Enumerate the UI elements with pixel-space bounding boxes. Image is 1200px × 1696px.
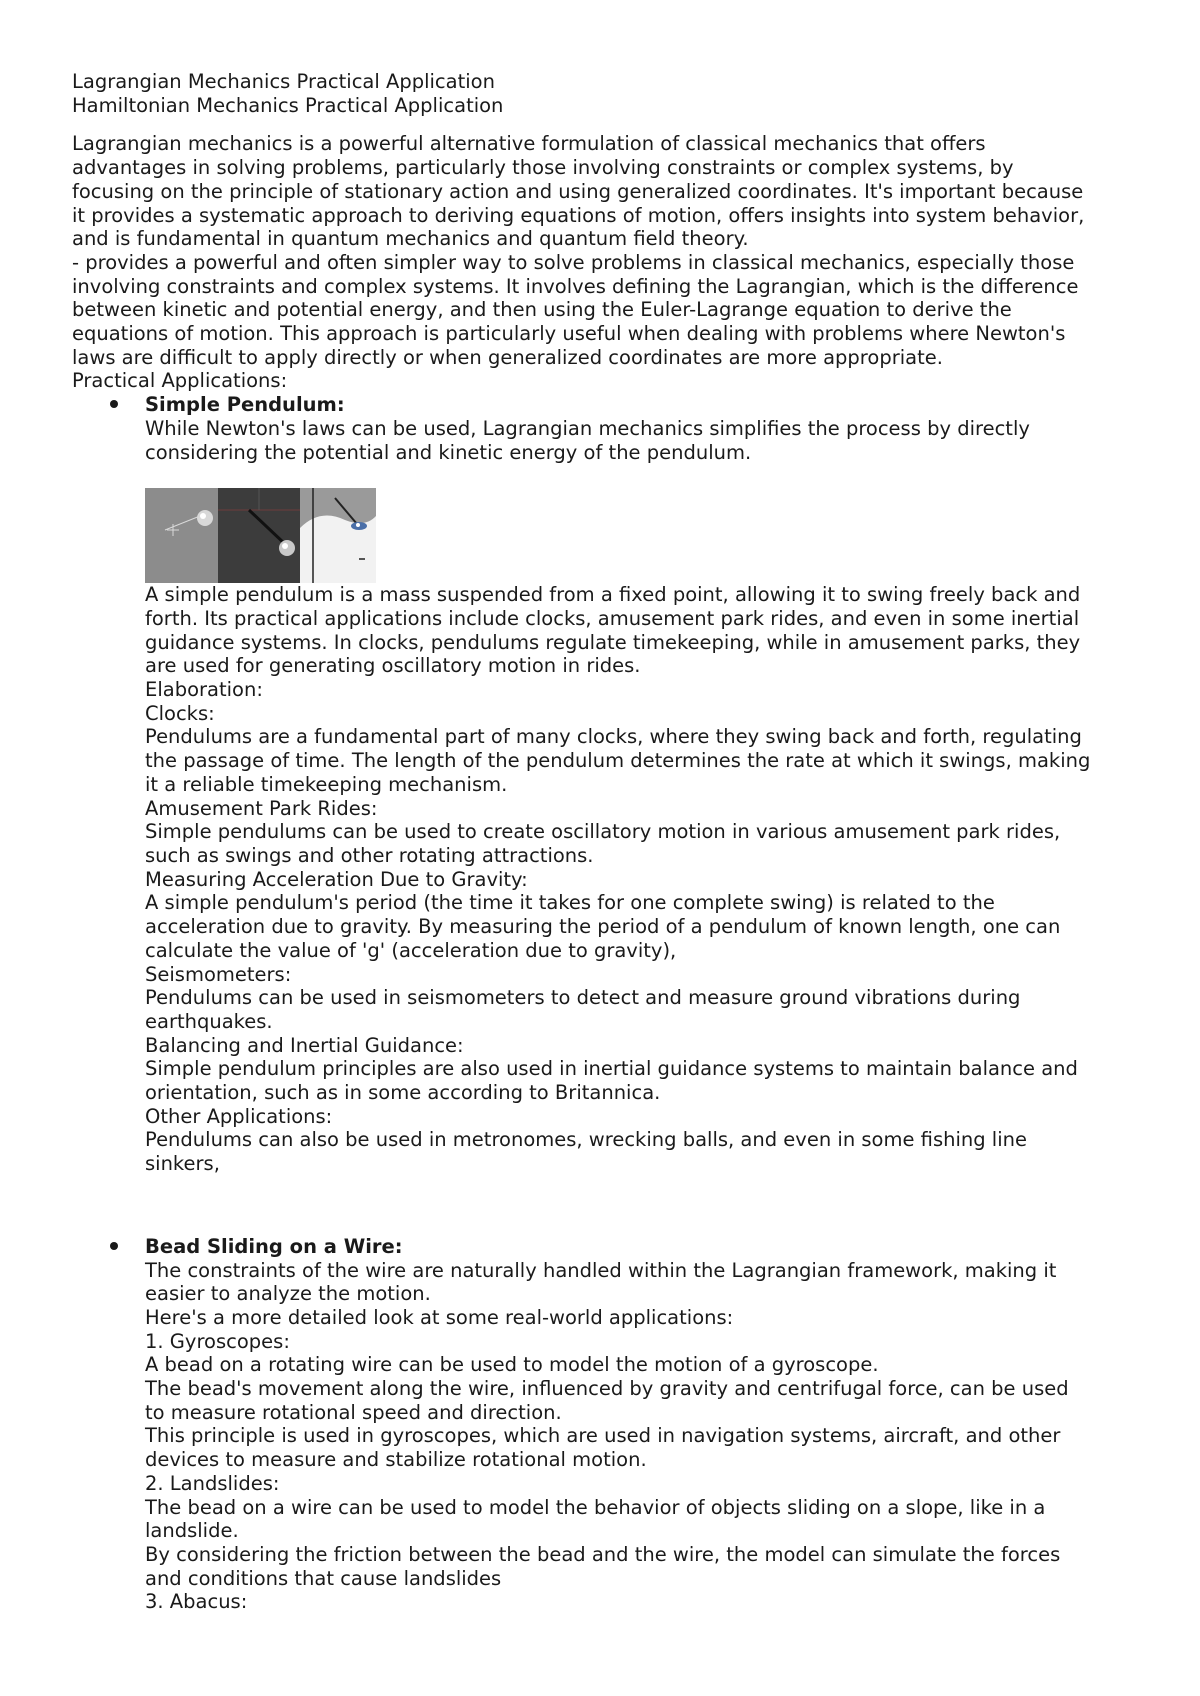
- text-line: earthquakes.: [145, 1009, 273, 1033]
- text-line: devices to measure and stabilize rotational motion.: [145, 1448, 647, 1472]
- list-item-simple-pendulum: [72, 393, 1132, 1176]
- text-line: Pendulums can be used in seismometers to detect and measure ground vibrations during: [145, 986, 1021, 1010]
- document-page: [72, 70, 1132, 1614]
- text-line: easier to analyze the motion.: [145, 1282, 431, 1306]
- text-line: between kinetic and potential energy, and then using the Euler-Lagrange equation to derive the: [72, 298, 1012, 322]
- bullet-icon: [110, 1242, 118, 1250]
- text-line: sinkers,: [145, 1152, 220, 1176]
- text-line: laws are difficult to apply directly or when generalized coordinates are more appropriate.: [72, 345, 943, 369]
- spacer: [72, 1176, 1132, 1235]
- text-line: considering the potential and kinetic energy of the pendulum.: [145, 440, 752, 464]
- text-line: The bead's movement along the wire, influenced by gravity and centrifugal force, can be used: [145, 1377, 1069, 1401]
- intro-paragraph-1: [72, 132, 1132, 251]
- subheading: Measuring Acceleration Due to Gravity:: [145, 867, 528, 891]
- text-line: By considering the friction between the bead and the wire, the model can simulate the forces: [145, 1542, 1061, 1566]
- text-line: equations of motion. This approach is particularly useful when dealing with problems where Newton's: [72, 322, 1066, 346]
- subheading: Seismometers:: [145, 962, 292, 986]
- text-line: guidance systems. In clocks, pendulums regulate timekeeping, while in amusement parks, they: [145, 630, 1081, 654]
- text-line: forth. Its practical applications include clocks, amusement park rides, and even in some inertial: [145, 606, 1080, 630]
- text-line: This principle is used in gyroscopes, which are used in navigation systems, aircraft, and other: [145, 1424, 1061, 1448]
- bullet-icon: [110, 400, 118, 408]
- text-line: and is fundamental in quantum mechanics and quantum field theory.: [72, 227, 749, 251]
- text-line: it a reliable timekeeping mechanism.: [145, 772, 508, 796]
- text-line: involving constraints and complex systems. It involves defining the Lagrangian, which is the difference: [72, 274, 1079, 298]
- text-line: Simple pendulum principles are also used in inertial guidance systems to maintain balance and: [145, 1057, 1078, 1081]
- text-line: A simple pendulum is a mass suspended from a fixed point, allowing it to swing freely back and: [145, 583, 1081, 607]
- subheading: Balancing and Inertial Guidance:: [145, 1033, 464, 1057]
- text-line: Lagrangian mechanics is a powerful alternative formulation of classical mechanics that offers: [72, 132, 986, 156]
- text-line: advantages in solving problems, particularly those involving constraints or complex systems, by: [72, 156, 1014, 180]
- text-line: Pendulums can also be used in metronomes, wrecking balls, and even in some fishing line: [145, 1128, 1028, 1152]
- subheading: 3. Abacus:: [145, 1590, 248, 1614]
- document-subtitle: Hamiltonian Mechanics Practical Application: [72, 93, 504, 117]
- subheading: Other Applications:: [145, 1104, 333, 1128]
- text-line: Here's a more detailed look at some real-world applications:: [145, 1305, 734, 1329]
- text-line: are used for generating oscillatory motion in rides.: [145, 654, 641, 678]
- text-line: A simple pendulum's period (the time it takes for one complete swing) is related to the: [145, 891, 995, 915]
- text-line: focusing on the principle of stationary action and using generalized coordinates. It's important because: [72, 179, 1084, 203]
- pendulum-image: [145, 488, 376, 583]
- text-line: to measure rotational speed and direction.: [145, 1400, 562, 1424]
- document-title: Lagrangian Mechanics Practical Application: [72, 70, 495, 93]
- subheading: Amusement Park Rides:: [145, 796, 378, 820]
- intro-paragraph-2: [72, 251, 1132, 370]
- spacer: [72, 117, 1132, 132]
- subheading: 2. Landslides:: [145, 1471, 280, 1495]
- text-line: the passage of time. The length of the pendulum determines the rate at which it swings, making: [145, 749, 1091, 773]
- text-line: landslide.: [145, 1519, 239, 1543]
- simple-pendulum-heading: Simple Pendulum:: [145, 393, 345, 417]
- list-item-bead-on-wire: [72, 1235, 1132, 1614]
- text-line: such as swings and other rotating attractions.: [145, 843, 594, 867]
- text-line: A bead on a rotating wire can be used to model the motion of a gyroscope.: [145, 1353, 879, 1377]
- subheading: Elaboration:: [145, 678, 263, 702]
- text-line: and conditions that cause landslides: [145, 1566, 502, 1590]
- text-line: Simple pendulums can be used to create oscillatory motion in various amusement park rides,: [145, 820, 1061, 844]
- text-line: The bead on a wire can be used to model the behavior of objects sliding on a slope, like in a: [145, 1495, 1046, 1519]
- text-line: - provides a powerful and often simpler way to solve problems in classical mechanics, especially those: [72, 250, 1075, 274]
- practical-applications-heading: Practical Applications:: [72, 369, 288, 393]
- text-line: it provides a systematic approach to deriving equations of motion, offers insights into system behavior,: [72, 203, 1085, 227]
- text-line: Pendulums are a fundamental part of many clocks, where they swing back and forth, regulating: [145, 725, 1082, 749]
- subheading: 1. Gyroscopes:: [145, 1329, 290, 1353]
- text-line: While Newton's laws can be used, Lagrangian mechanics simplifies the process by directly: [145, 416, 1030, 440]
- bead-on-wire-heading: Bead Sliding on a Wire:: [145, 1234, 403, 1258]
- text-line: orientation, such as in some according to Britannica.: [145, 1081, 661, 1105]
- text-line: calculate the value of 'g' (acceleration due to gravity),: [145, 938, 677, 962]
- text-line: The constraints of the wire are naturally handled within the Lagrangian framework, making it: [145, 1258, 1057, 1282]
- text-line: acceleration due to gravity. By measuring the period of a pendulum of known length, one can: [145, 915, 1061, 939]
- subheading: Clocks:: [145, 701, 215, 725]
